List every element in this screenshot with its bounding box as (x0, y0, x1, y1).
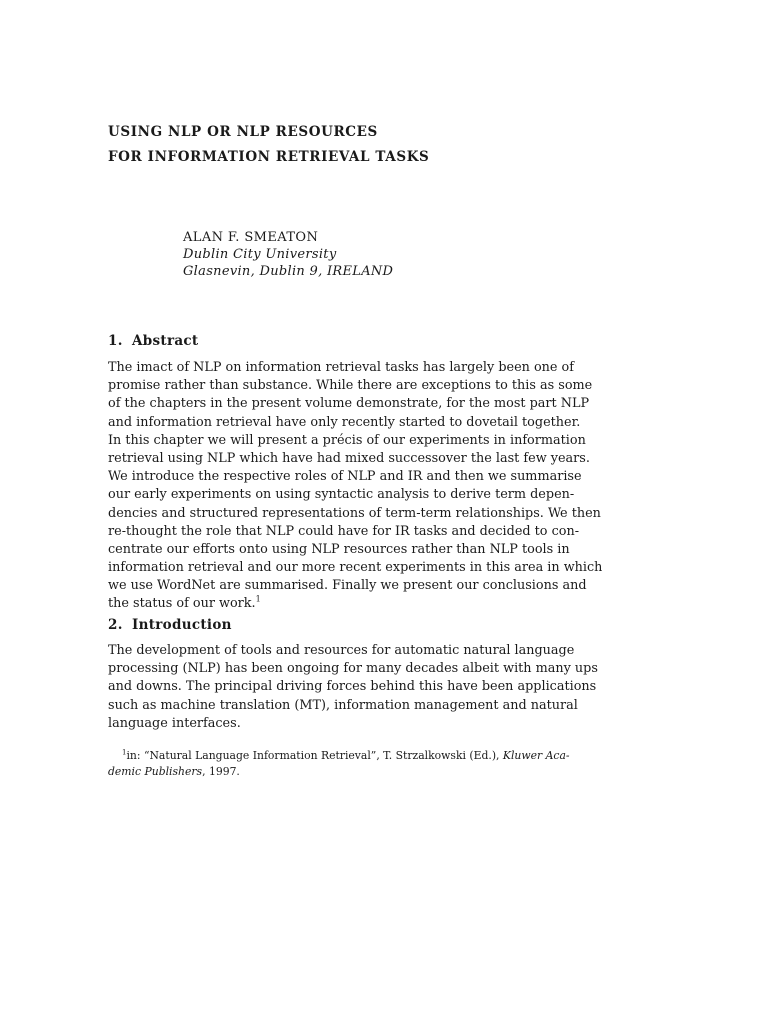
text-line: information retrieval and our more recent experiments in this area in which (108, 560, 603, 576)
author-block (183, 229, 393, 280)
text-line: re-thought the role that NLP could have for IR tasks and decided to con- (108, 523, 580, 539)
paper-title-line-2: FOR INFORMATION RETRIEVAL TASKS (108, 149, 430, 165)
text-line: and downs. The principal driving forces behind this have been applications (108, 679, 597, 695)
footnote-reference[interactable]: 1 (255, 595, 261, 605)
text-line: retrieval using NLP which have had mixed successover the last few years. (108, 450, 590, 466)
text-line: promise rather than substance. While there are exceptions to this as some (108, 378, 593, 394)
footnote (108, 748, 570, 780)
text-line: centrate our efforts onto using NLP resources rather than NLP tools in (108, 541, 570, 557)
text-line: dencies and structured representations of term-term relationships. We then (108, 505, 601, 521)
text-line: The imact of NLP on information retrieval tasks has largely been one of (108, 360, 574, 375)
author-address: Glasnevin, Dublin 9, IRELAND (183, 264, 394, 279)
text-line: language interfaces. (108, 715, 241, 731)
section-heading-introduction (108, 617, 232, 633)
text-line: processing (NLP) has been ongoing for many decades albeit with many ups (108, 661, 598, 677)
introduction-paragraph (108, 642, 598, 733)
paper-title-line-1: USING NLP OR NLP RESOURCES (108, 124, 378, 140)
footnote-publisher: Kluwer Aca- (502, 749, 570, 762)
text-line: and information retrieval have only recently started to dovetail together. (108, 414, 581, 430)
footnote-marker: 1 (122, 748, 127, 757)
footnote-line-2 (108, 764, 552, 780)
footnote-publisher-cont: demic Publishers (108, 765, 203, 778)
text-line-with-footnote (108, 595, 552, 613)
abstract-paragraph (108, 359, 603, 614)
footnote-line-1 (108, 748, 570, 764)
author-affiliation: Dublin City University (183, 247, 337, 262)
text-line: the status of our work. (108, 596, 256, 612)
text-line: In this chapter we will present a précis of our experiments in information (108, 432, 586, 448)
text-line: our early experiments on using syntactic analysis to derive term depen- (108, 487, 575, 503)
text-line: we use WordNet are summarised. Finally we present our conclusions and (108, 578, 587, 594)
section-number: 2. (108, 617, 123, 633)
section-title: Introduction (132, 617, 232, 633)
section-heading-abstract (108, 333, 198, 349)
section-number: 1. (108, 333, 123, 349)
footnote-year: , 1997. (202, 765, 240, 778)
section-title: Abstract (132, 333, 199, 349)
text-line: We introduce the respective roles of NLP and IR and then we summarise (108, 469, 582, 485)
text-line: The development of tools and resources for automatic natural language (108, 643, 575, 658)
text-line: such as machine translation (MT), information management and natural (108, 697, 578, 713)
footnote-text: in: “Natural Language Information Retrieval”, T. Strzalkowski (Ed.), (126, 749, 503, 762)
text-line: of the chapters in the present volume demonstrate, for the most part NLP (108, 396, 590, 412)
author-name: ALAN F. SMEATON (183, 230, 319, 245)
